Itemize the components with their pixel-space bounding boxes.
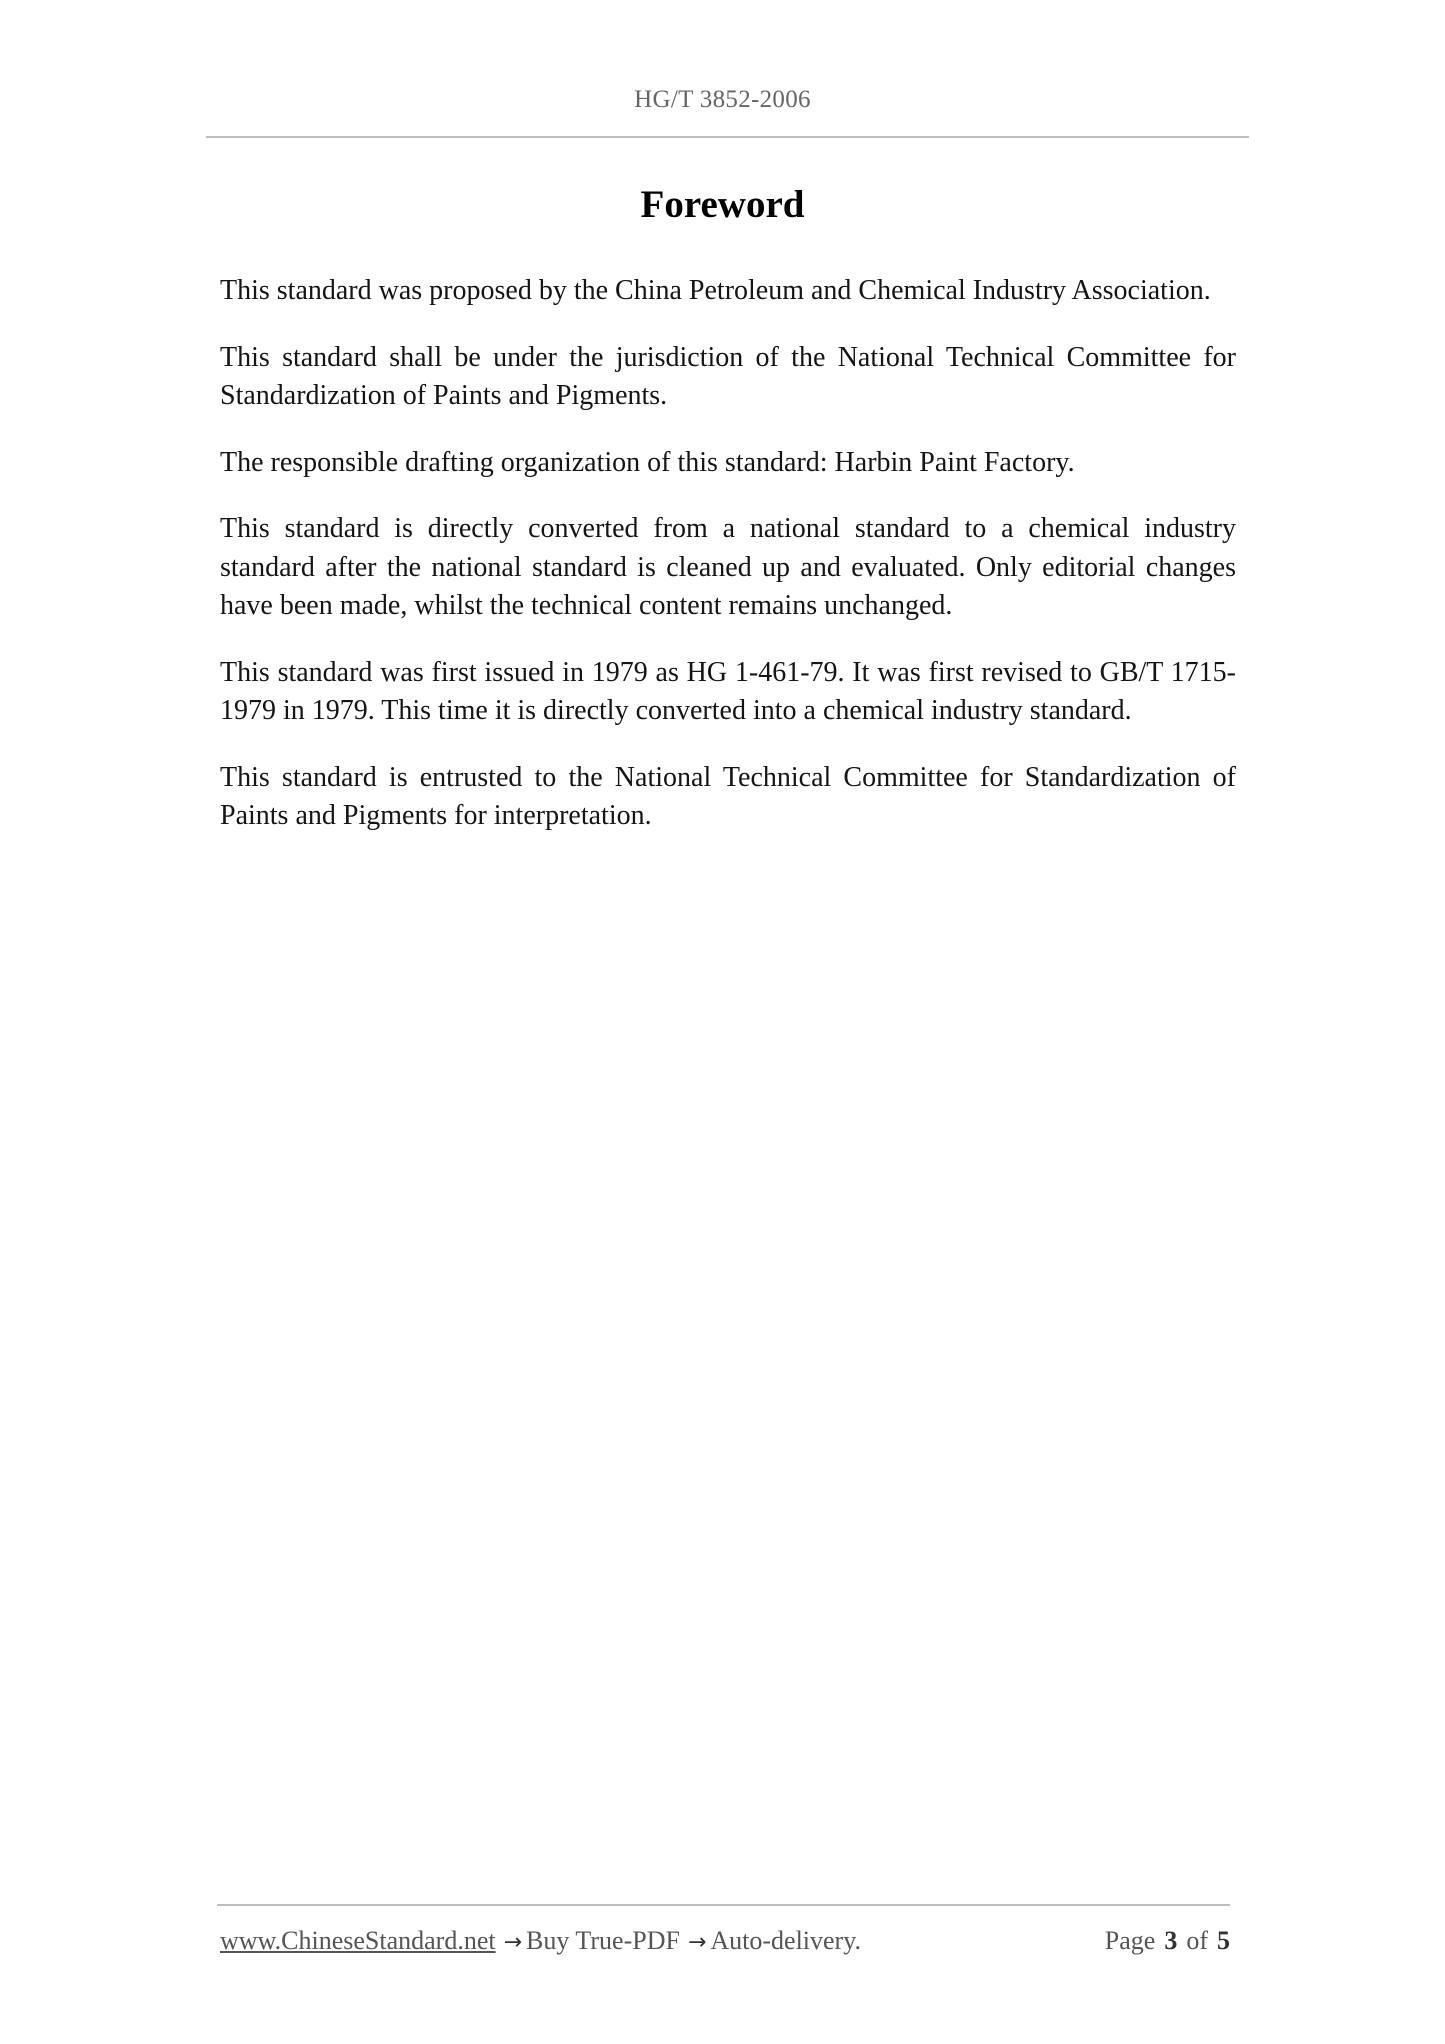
paragraph: The responsible drafting organization of this standard: Harbin Paint Factory. (220, 446, 1075, 478)
paragraph: This standard is entrusted to the National Technical Committee for Standardization of Paints and Pigments for interpretation. (220, 761, 1236, 831)
page-footer (220, 1926, 1230, 1966)
paragraph: This standard was first issued in 1979 as HG 1-461-79. It was first revised to GB/T 1715-1979 in 1979. This time it is directly converted into a chemical industry standard. (220, 656, 1236, 726)
arrow-right-icon: → (503, 1930, 523, 1955)
paragraph: This standard was proposed by the China Petroleum and Chemical Industry Association. (220, 275, 1211, 306)
total-pages-number: 5 (1217, 1926, 1230, 1955)
footer-divider (217, 1904, 1230, 1906)
buy-pdf-text: Buy True-PDF (526, 1926, 680, 1955)
arrow-right-icon: → (687, 1930, 707, 1955)
current-page-number: 3 (1164, 1926, 1178, 1955)
page-title: Foreword (640, 183, 805, 226)
header-divider (206, 136, 1249, 138)
foreword-body (220, 272, 1236, 864)
paragraph: This standard is directly converted from a national standard to a chemical industry standard after the national standard is cleaned up and evaluated. Only editorial changes have been made, whilst the technical content remains unchanged. (220, 513, 1236, 621)
auto-delivery-text: Auto-delivery. (710, 1926, 862, 1955)
website-link[interactable]: www.ChineseStandard.net (220, 1926, 496, 1955)
page-label: Page (1104, 1926, 1156, 1955)
page-indicator (1105, 1926, 1230, 1956)
footer-promo (220, 1926, 861, 1956)
paragraph: This standard shall be under the jurisdiction of the National Technical Committee for Standardization of Paints and Pigments. (220, 341, 1236, 411)
of-label: of (1186, 1926, 1208, 1955)
standard-code-header: HG/T 3852-2006 (634, 86, 811, 113)
